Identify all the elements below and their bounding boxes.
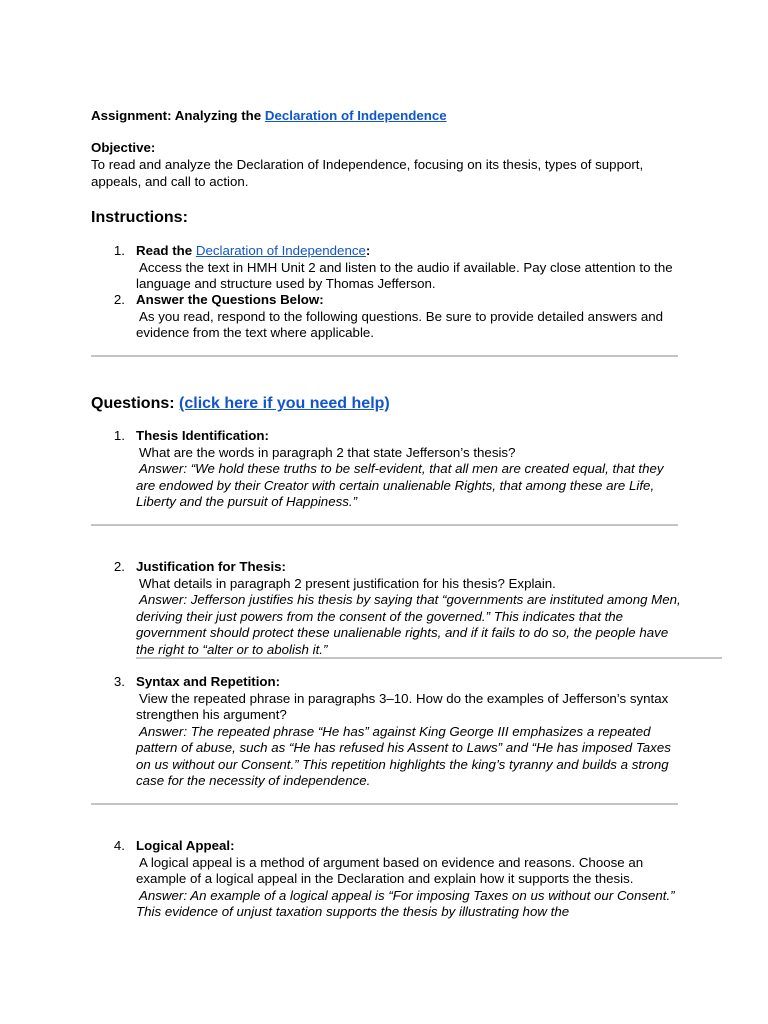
step-number: 1. <box>113 243 125 258</box>
question-answer: Answer: “We hold these truths to be self-evident, that all men are created equal, that they are endowed by their Creator with certain unalienable Rights, that among these are Life, Liberty and the pursuit of Happiness.” <box>136 461 664 509</box>
divider <box>136 657 722 659</box>
question-logical-appeal <box>136 838 681 921</box>
question-number: 1. <box>113 428 125 443</box>
step-number: 2. <box>113 292 125 307</box>
question-prompt: A logical appeal is a method of argument based on evidence and reasons. Choose an example of a logical appeal in the Declaration and explain how it supports the thesis. <box>136 854 644 886</box>
question-title: Thesis Identification: <box>136 428 269 443</box>
question-prompt: What details in paragraph 2 present justification for his thesis? Explain. <box>139 575 556 591</box>
question-number: 2. <box>113 559 125 574</box>
divider <box>91 803 678 805</box>
question-justification <box>136 559 681 658</box>
question-prompt: View the repeated phrase in paragraphs 3–10. How do the examples of Jefferson’s syntax strengthen his argument? <box>136 690 669 722</box>
divider <box>91 524 678 526</box>
question-thesis <box>136 428 681 511</box>
divider <box>91 355 678 357</box>
objective-text: To read and analyze the Declaration of Independence, focusing on its thesis, types of support, appeals, and call to action. <box>91 157 644 189</box>
objective-label: Objective: <box>91 140 156 155</box>
question-answer: Answer: An example of a logical appeal is “For imposing Taxes on us without our Consent.” This evidence of unjust taxation supports the thesis by illustrating how the <box>136 887 675 919</box>
step-title-prefix: Read the <box>136 243 196 258</box>
question-number: 4. <box>113 838 125 853</box>
question-title: Logical Appeal: <box>136 838 235 853</box>
question-prompt: What are the words in paragraph 2 that state Jefferson’s thesis? <box>139 444 516 460</box>
step-read <box>136 243 681 293</box>
assignment-title <box>91 108 447 125</box>
assignment-title-prefix: Assignment: Analyzing the <box>91 108 265 123</box>
question-title: Syntax and Repetition: <box>136 674 281 689</box>
questions-heading-label: Questions: <box>91 395 180 412</box>
question-syntax <box>136 674 681 790</box>
question-answer: Answer: Jefferson justifies his thesis by saying that “governments are instituted among Men, deriving their just powers from the consent of the governed.” This indicates that the government should protect these unalienable rights, and if it fails to do so, the people have the right to “alter or to abolish it.” <box>136 592 681 657</box>
questions-heading <box>91 394 390 414</box>
instructions-heading: Instructions: <box>91 209 188 226</box>
declaration-step-link[interactable]: Declaration of Independence <box>195 243 366 258</box>
step-text: Access the text in HMH Unit 2 and listen to the audio if available. Pay close attention to the language and structure used by Thomas Jefferson. <box>136 259 673 291</box>
step-title-suffix: : <box>365 243 371 258</box>
question-title: Justification for Thesis: <box>136 559 286 574</box>
question-answer: Answer: The repeated phrase “He has” against King George III emphasizes a repeated pattern of abuse, such as “He has refused his Assent to Laws” and “He has imposed Taxes on us without our Consent.” This repetition highlights the king’s tyranny and builds a strong case for the necessity of independence. <box>136 723 671 788</box>
step-answer <box>136 292 681 342</box>
question-number: 3. <box>113 674 125 689</box>
help-link[interactable]: (click here if you need help) <box>179 395 390 412</box>
step-title <box>136 243 681 260</box>
step-text: As you read, respond to the following questions. Be sure to provide detailed answers and evidence from the text where applicable. <box>136 308 664 340</box>
step-title: Answer the Questions Below: <box>136 292 324 307</box>
declaration-link[interactable]: Declaration of Independence <box>264 108 447 123</box>
